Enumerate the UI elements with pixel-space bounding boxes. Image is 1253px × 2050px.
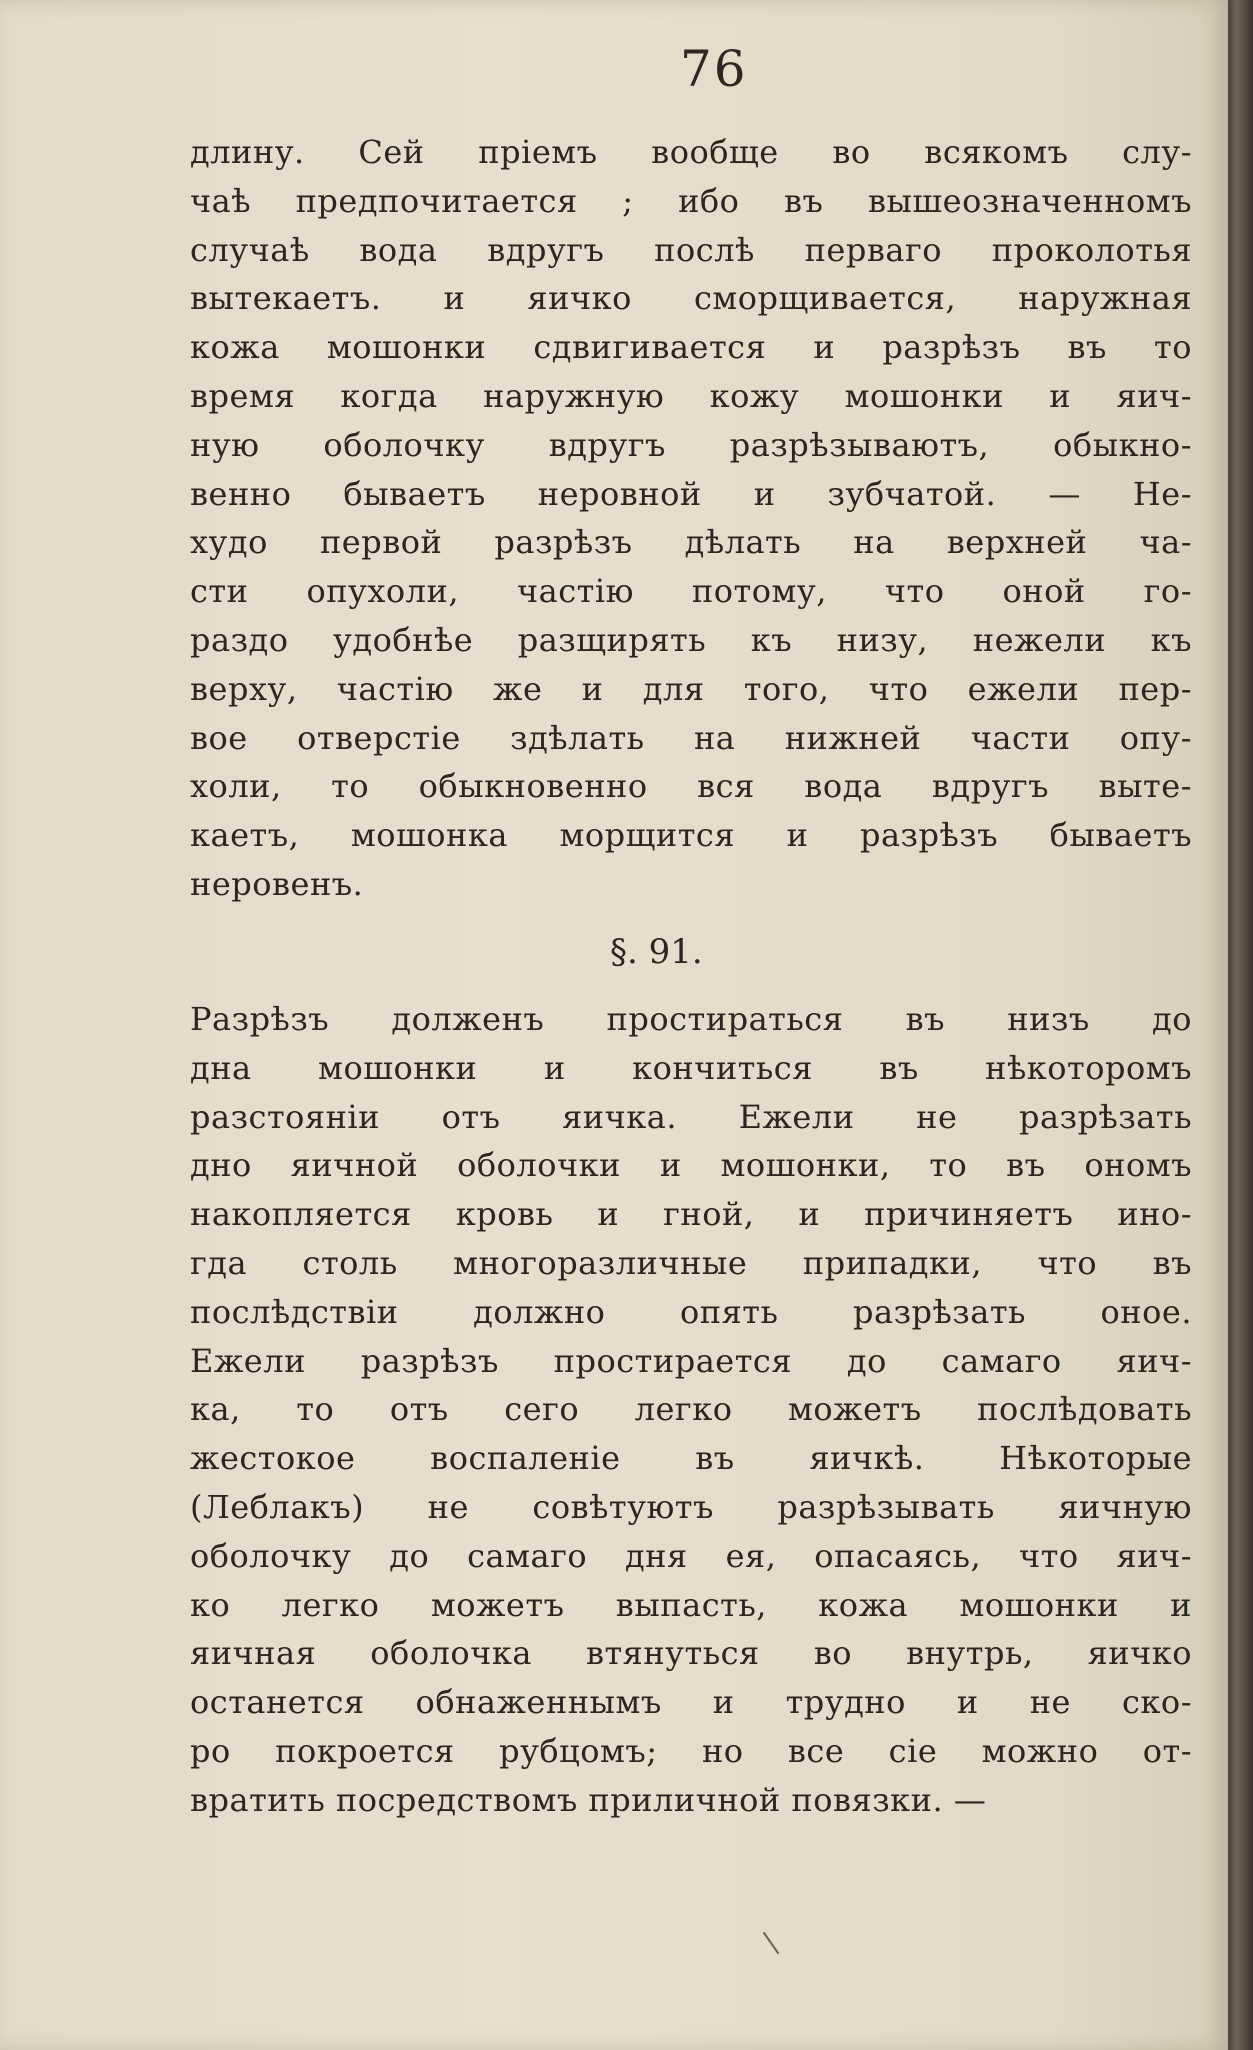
text-line: ро покроется рубцомъ; но все сiе можно от- [190, 1731, 1192, 1770]
text-line: сти опухоли, частiю потому, что оной го- [190, 572, 1192, 611]
text-line: холи, то обыкновенно вся вода вдругъ выте- [190, 767, 1192, 806]
text-line: Разрѣзъ долженъ простираться въ низъ до [190, 1000, 1192, 1038]
text-line: чаѣ предпочитается ; ибо въ вышеозначенномъ [190, 181, 1192, 220]
ink-mark [763, 1932, 780, 1954]
page-number: 76 [680, 40, 748, 98]
text-line: Ежели разрѣзъ простирается до самаго яич- [190, 1341, 1192, 1380]
book-spine-edge [1228, 0, 1253, 2050]
text-line: неровенъ. [190, 864, 364, 903]
text-line: накопляется кровь и гной, и причиняетъ ино- [190, 1195, 1192, 1234]
text-line: послѣдствiи должно опять разрѣзать оное. [190, 1292, 1192, 1331]
text-line: верху, частiю же и для того, что ежели пер- [190, 669, 1192, 708]
text-line: ко легко можетъ выпасть, кожа мошонки и [190, 1585, 1192, 1624]
text-line: длину. Сей прiемъ вообще во всякомъ слу- [190, 133, 1192, 171]
text-line: дно яичной оболочки и мошонки, то въ ономъ [190, 1146, 1192, 1185]
text-line: вытекаетъ. и яичко сморщивается, наружная [190, 279, 1192, 318]
text-line: яичная оболочка втянуться во внутрь, яичко [190, 1634, 1192, 1673]
text-line: каетъ, мошонка морщится и разрѣзъ бываетъ [190, 816, 1192, 855]
text-line: случаѣ вода вдругъ послѣ перваго проколотья [190, 230, 1192, 269]
text-line: оболочку до самаго дня ея, опасаясь, что яич- [190, 1536, 1192, 1575]
paragraph-2 [190, 995, 1192, 1825]
text-line: вратить посредствомъ приличной повязки. — [190, 1780, 987, 1819]
text-line: дна мошонки и кончиться въ нѣкоторомъ [190, 1048, 1192, 1087]
text-line: ную оболочку вдругъ разрѣзываютъ, обыкно- [190, 425, 1192, 464]
text-line: гда столь многоразличные припадки, что въ [190, 1243, 1192, 1282]
text-line: время когда наружную кожу мошонки и яич- [190, 376, 1192, 415]
text-line: ка, то отъ сего легко можетъ послѣдовать [190, 1390, 1192, 1429]
paragraph-1 [190, 128, 1192, 909]
text-line: вое отверстiе здѣлать на нижней части опу- [190, 718, 1192, 757]
text-line: венно бываетъ неровной и зубчатой. — Не- [190, 474, 1192, 513]
text-line: жестокое воспаленiе въ яичкѣ. Нѣкоторые [190, 1439, 1192, 1478]
text-line: останется обнаженнымъ и трудно и не ско- [190, 1683, 1192, 1722]
text-line: разстоянiи отъ яичка. Ежели не разрѣзать [190, 1097, 1192, 1136]
text-line: кожа мошонки сдвигивается и разрѣзъ въ то [190, 328, 1192, 367]
text-line: (Леблакъ) не совѣтуютъ разрѣзывать яичную [190, 1487, 1192, 1526]
section-heading: §. 91. [610, 932, 703, 972]
text-line: раздо удобнѣе разщирять къ низу, нежели къ [190, 620, 1192, 659]
text-line: худо первой разрѣзъ дѣлать на верхней ча- [190, 523, 1192, 562]
